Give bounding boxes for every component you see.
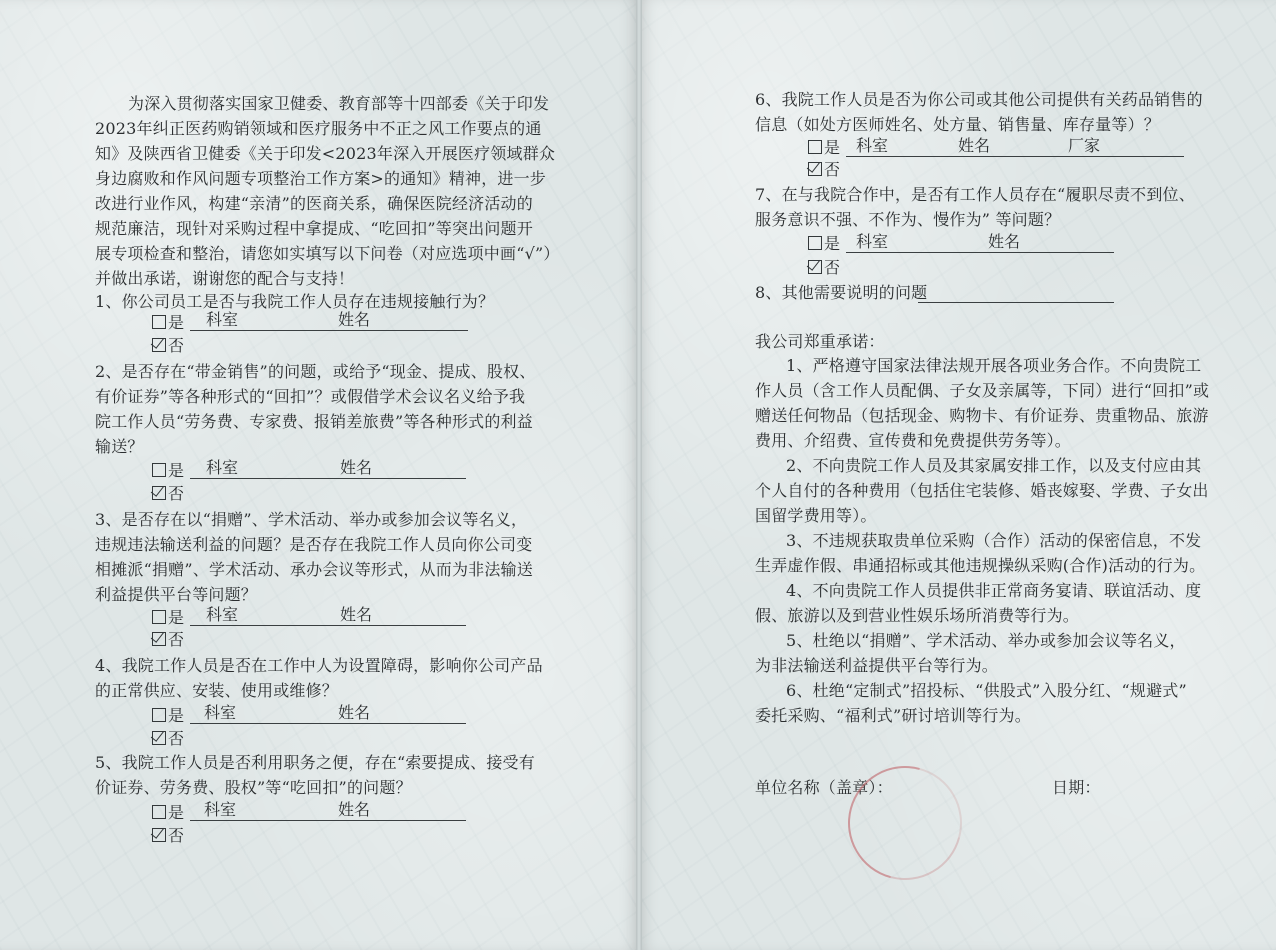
yes-label: 是 — [168, 461, 185, 480]
q2-no-checkbox-checked[interactable] — [152, 486, 166, 500]
name-label: 姓名 — [988, 232, 1021, 251]
no-label: 否 — [824, 258, 841, 277]
question-3-text: 利益提供平台等问题？ — [95, 585, 258, 604]
q1-no-option[interactable] — [152, 336, 184, 356]
dept-label: 科室 — [204, 703, 237, 722]
question-6-text: 信息（如处方医师姓名、处方量、销售量、库存量等）？ — [755, 115, 1161, 134]
q3-yes-option[interactable] — [152, 608, 184, 628]
dept-label: 科室 — [206, 458, 239, 477]
q5-no-checkbox-checked[interactable] — [152, 828, 166, 842]
name-label: 姓名 — [338, 310, 371, 329]
no-label: 否 — [824, 160, 841, 179]
intro-line: 身边腐败和作风问题专项整治工作方案>的通知》精神，进一步 — [95, 169, 547, 188]
pledge-2: 个人自付的各种费用（包括住宅装修、婚丧嫁娶、学费、子女出 — [755, 481, 1209, 500]
pledge-4: 假、旅游以及到营业性娱乐场所消费等行为。 — [755, 606, 1080, 625]
page-gutter — [636, 0, 642, 950]
name-label: 姓名 — [338, 703, 371, 722]
q7-no-checkbox-checked[interactable] — [808, 260, 822, 274]
name-label: 姓名 — [340, 605, 373, 624]
q5-no-option[interactable] — [152, 826, 184, 846]
no-label: 否 — [168, 484, 185, 503]
question-2-text: 有价证券”等各种形式的“回扣”？或假借学术会议名义给予我 — [95, 387, 526, 406]
question-7-text: 服务意识不强、不作为、慢作为” 等问题？ — [755, 210, 1061, 229]
q7-yes-option[interactable] — [808, 234, 840, 254]
q5-detail-line[interactable] — [190, 800, 466, 821]
dept-label: 科室 — [204, 800, 237, 819]
no-label: 否 — [168, 630, 185, 649]
pledge-1: 赠送任何物品（包括现金、购物卡、有价证券、贵重物品、旅游 — [755, 406, 1209, 425]
q2-detail-line[interactable] — [190, 458, 466, 479]
date-label: 日期： — [1052, 778, 1101, 797]
q1-no-checkbox-checked[interactable] — [152, 338, 166, 352]
q1-yes-checkbox[interactable] — [152, 315, 166, 329]
pledge-6: 委托采购、“福利式”研讨培训等行为。 — [755, 706, 1031, 725]
intro-line: 改进行业作风，构建“亲清”的医商关系，确保医院经济活动的 — [95, 194, 533, 213]
intro-line: 2023年纠正医药购销领域和医疗服务中不正之风工作要点的通 — [95, 119, 542, 138]
question-5-text: 5、我院工作人员是否利用职务之便，存在“索要提成、接受有 — [95, 753, 535, 772]
q4-no-option[interactable] — [152, 729, 184, 749]
name-label: 姓名 — [958, 136, 991, 155]
name-label: 姓名 — [340, 458, 373, 477]
yes-label: 是 — [824, 138, 841, 157]
question-3-text: 违规违法输送利益的问题？是否存在我院工作人员向你公司变 — [95, 535, 533, 554]
question-6-text: 6、我院工作人员是否为你公司或其他公司提供有关药品销售的 — [755, 90, 1203, 109]
question-8-text: 8、其他需要说明的问题 — [755, 283, 928, 302]
q5-yes-checkbox[interactable] — [152, 805, 166, 819]
dept-label: 科室 — [206, 605, 239, 624]
q1-detail-line[interactable] — [190, 310, 468, 331]
dept-label: 科室 — [856, 136, 889, 155]
pledge-5: 为非法输送利益提供平台等行为。 — [755, 656, 999, 675]
q3-yes-checkbox[interactable] — [152, 610, 166, 624]
pledge-3: 3、不违规获取贵单位采购（合作）活动的保密信息，不发 — [786, 531, 1202, 550]
yes-label: 是 — [168, 608, 185, 627]
q5-yes-option[interactable] — [152, 803, 184, 823]
unit-name-label: 单位名称（盖章）： — [755, 778, 893, 797]
q6-yes-checkbox[interactable] — [808, 140, 822, 154]
q7-yes-checkbox[interactable] — [808, 236, 822, 250]
yes-label: 是 — [168, 706, 185, 725]
intro-line: 规范廉洁，现针对采购过程中拿提成、“吃回扣”等突出问题开 — [95, 219, 533, 238]
q4-yes-option[interactable] — [152, 706, 184, 726]
q7-no-option[interactable] — [808, 258, 840, 278]
dept-label: 科室 — [206, 310, 239, 329]
q6-no-option[interactable] — [808, 160, 840, 180]
intro-line: 展专项检查和整治，请您如实填写以下问卷（对应选项中画“√”） — [95, 244, 560, 263]
question-5-text: 价证券、劳务费、股权”等“吃回扣”的问题？ — [95, 778, 412, 797]
question-4-text: 4、我院工作人员是否在工作中人为设置障碍，影响你公司产品 — [95, 656, 543, 675]
question-2-text: 院工作人员“劳务费、专家费、报销差旅费”等各种形式的利益 — [95, 412, 533, 431]
q3-no-checkbox-checked[interactable] — [152, 632, 166, 646]
pledge-3: 生弄虚作假、串通招标或其他违规操纵采购(合作)活动的行为。 — [755, 556, 1206, 575]
no-label: 否 — [168, 336, 185, 355]
pledge-heading: 我公司郑重承诺： — [755, 332, 885, 351]
intro-line: 为深入贯彻落实国家卫健委、教育部等十四部委《关于印发 — [128, 94, 550, 113]
dept-label: 科室 — [856, 232, 889, 251]
question-1-text: 1、你公司员工是否与我院工作人员存在违规接触行为？ — [95, 292, 495, 311]
q8-answer-line[interactable] — [918, 282, 1114, 303]
q3-no-option[interactable] — [152, 630, 184, 650]
q6-no-checkbox-checked[interactable] — [808, 162, 822, 176]
yes-label: 是 — [824, 234, 841, 253]
pledge-5: 5、杜绝以“捐赠”、学术活动、举办或参加会议等名义， — [786, 631, 1186, 650]
no-label: 否 — [168, 826, 185, 845]
question-4-text: 的正常供应、安装、使用或维修？ — [95, 681, 339, 700]
q2-yes-option[interactable] — [152, 461, 184, 481]
pledge-4: 4、不向贵院工作人员提供非正常商务宴请、联谊活动、度 — [786, 581, 1202, 600]
company-label: 厂家 — [1068, 136, 1101, 155]
question-2-text: 输送？ — [95, 437, 144, 456]
question-3-text: 相摊派“捐赠”、学术活动、承办会议等形式，从而为非法输送 — [95, 560, 533, 579]
name-label: 姓名 — [338, 800, 371, 819]
q2-no-option[interactable] — [152, 484, 184, 504]
q1-yes-option[interactable] — [152, 313, 184, 333]
question-2-text: 2、是否存在“带金销售”的问题，或给予“现金、提成、股权、 — [95, 362, 536, 381]
yes-label: 是 — [168, 313, 185, 332]
q4-yes-checkbox[interactable] — [152, 708, 166, 722]
question-7-text: 7、在与我院合作中，是否有工作人员存在“履职尽责不到位、 — [755, 185, 1195, 204]
intro-line: 知》及陕西省卫健委《关于印发<2023年深入开展医疗领域群众 — [95, 144, 556, 163]
pledge-1: 1、严格遵守国家法律法规开展各项业务合作。不向贵院工 — [786, 356, 1202, 375]
pledge-2: 国留学费用等）。 — [755, 506, 877, 525]
no-label: 否 — [168, 729, 185, 748]
q4-detail-line[interactable] — [190, 703, 466, 724]
pledge-1: 费用、介绍费、宣传费和免费提供劳务等）。 — [755, 431, 1072, 450]
q2-yes-checkbox[interactable] — [152, 463, 166, 477]
yes-label: 是 — [168, 803, 185, 822]
pledge-6: 6、杜绝“定制式”招投标、“供股式”入股分红、“规避式” — [786, 681, 1187, 700]
q4-no-checkbox-checked[interactable] — [152, 731, 166, 745]
q7-detail-line[interactable] — [846, 232, 1114, 253]
question-3-text: 3、是否存在以“捐赠”、学术活动、举办或参加会议等名义， — [95, 510, 528, 529]
intro-line: 并做出承诺，谢谢您的配合与支持！ — [95, 269, 355, 288]
q6-detail-line[interactable] — [846, 136, 1184, 157]
pledge-2: 2、不向贵院工作人员及其家属安排工作，以及支付应由其 — [786, 456, 1202, 475]
pledge-1: 作人员（含工作人员配偶、子女及亲属等，下同）进行“回扣”或 — [755, 381, 1210, 400]
q6-yes-option[interactable] — [808, 138, 840, 158]
q3-detail-line[interactable] — [190, 605, 466, 626]
